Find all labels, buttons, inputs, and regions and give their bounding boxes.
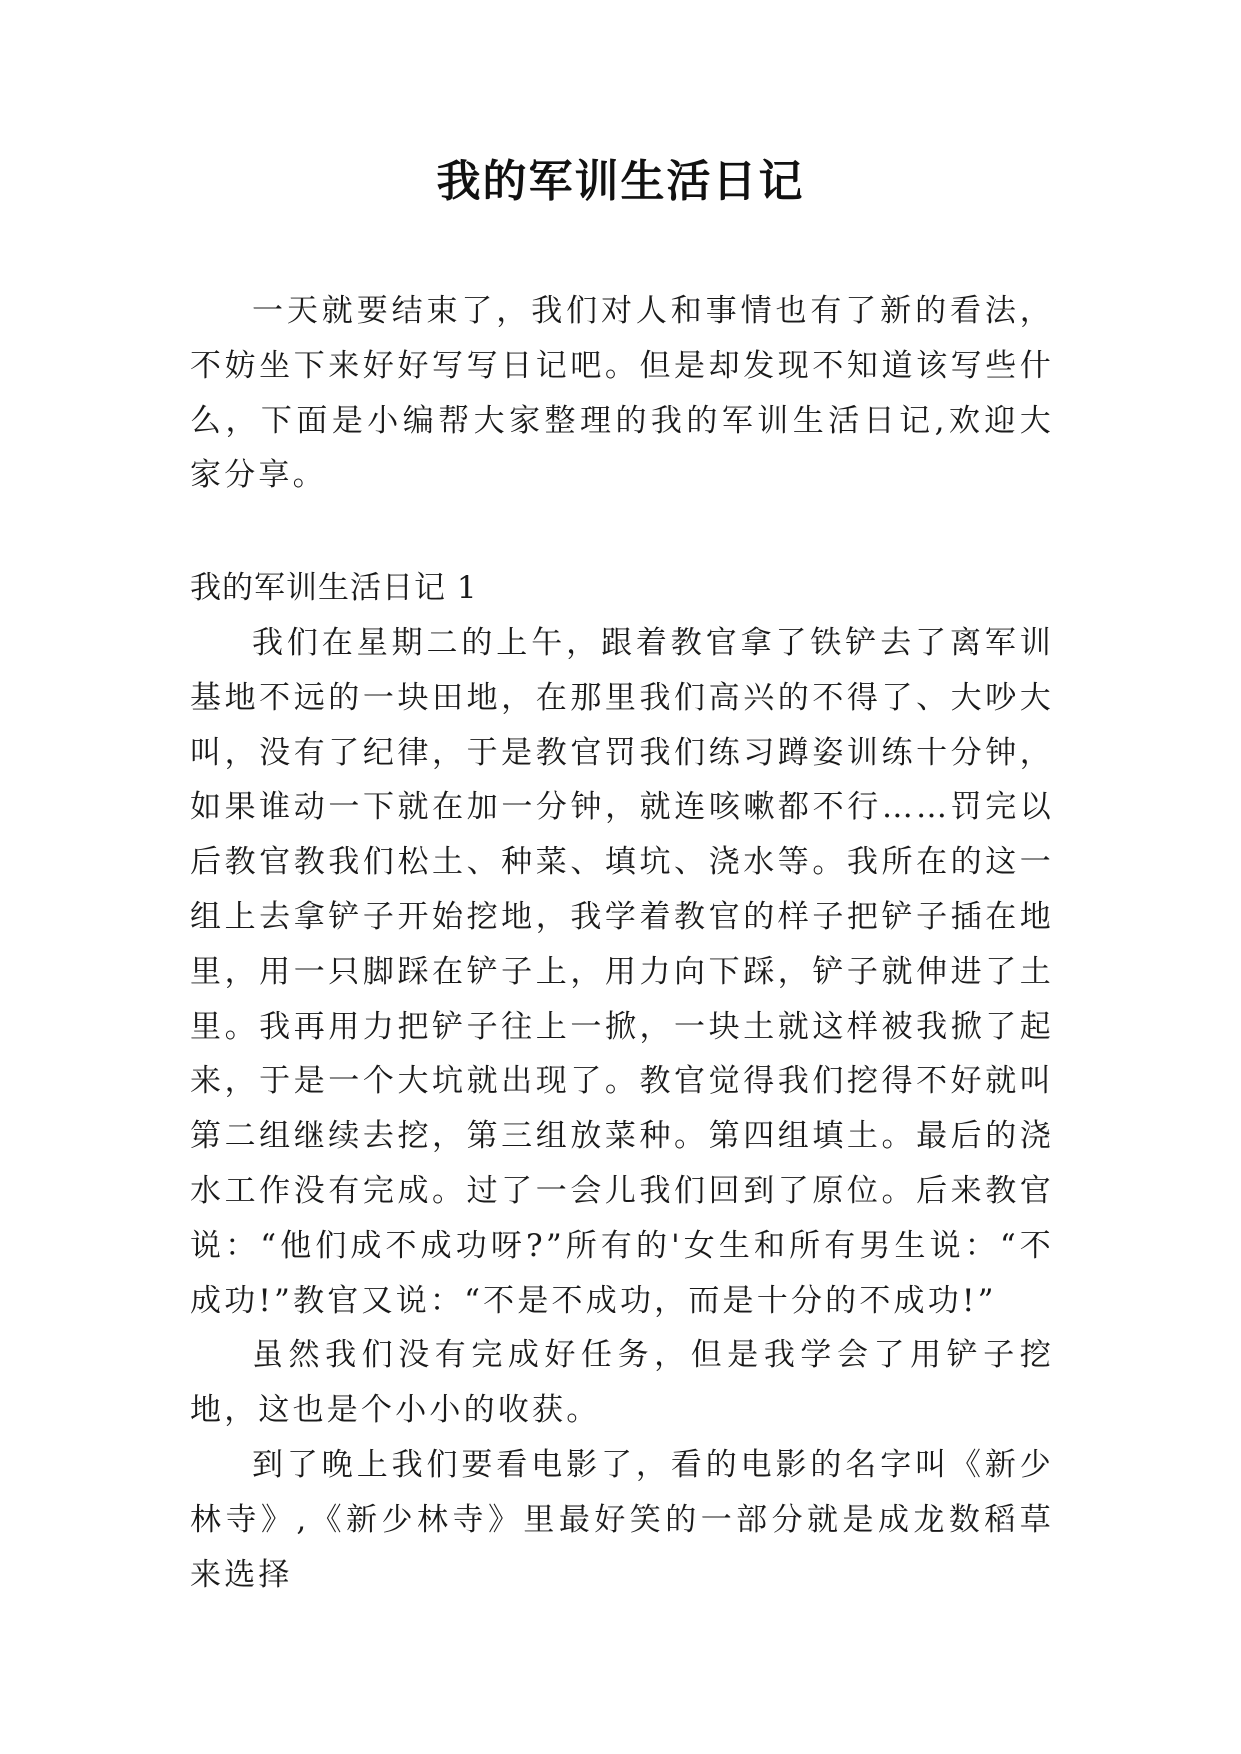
- body-paragraph: 到了晚上我们要看电影了，看的电影的名字叫《新少林寺》,《新少林寺》里最好笑的一部分就是成龙数稻草来选择: [190, 1446, 1054, 1593]
- page-title: 我的军训生活日记: [436, 156, 805, 207]
- body-paragraph: 虽然我们没有完成好任务，但是我学会了用铲子挖地，这也是个小小的收获。: [190, 1337, 1054, 1429]
- intro-paragraph: 一天就要结束了，我们对人和事情也有了新的看法，不妨坐下来好好写写日记吧。但是却发现不知道该写些什么，下面是小编帮大家整理的我的军训生活日记,欢迎大家分享。: [190, 293, 1054, 494]
- body-paragraph: 我们在星期二的上午，跟着教官拿了铁铲去了离军训基地不远的一块田地，在那里我们高兴的不得了、大吵大叫，没有了纪律，于是教官罚我们练习蹲姿训练十分钟，如果谁动一下就在加一分钟，就连咳嗽都不行……罚完以后教官教我们松土、种菜、填坑、浇水等。我所在的这一组上去拿铲子开始挖地，我学着教官的样子把铲子插在地里，用一只脚踩在铲子上，用力向下踩，铲子就伸进了土里。我再用力把铲子往上一掀，一块土就这样被我掀了起来，于是一个大坑就出现了。教官觉得我们挖得不好就叫第二组继续去挖，第三组放菜种。第四组填土。最后的浇水工作没有完成。过了一会儿我们回到了原位。后来教官说：“他们成不成功呀?”所有的'女生和所有男生说：“不成功!”教官又说：“不是不成功，而是十分的不成功!”: [190, 624, 1054, 1319]
- section-heading: 我的军训生活日记 1: [190, 570, 478, 607]
- document-body: [190, 284, 1054, 1602]
